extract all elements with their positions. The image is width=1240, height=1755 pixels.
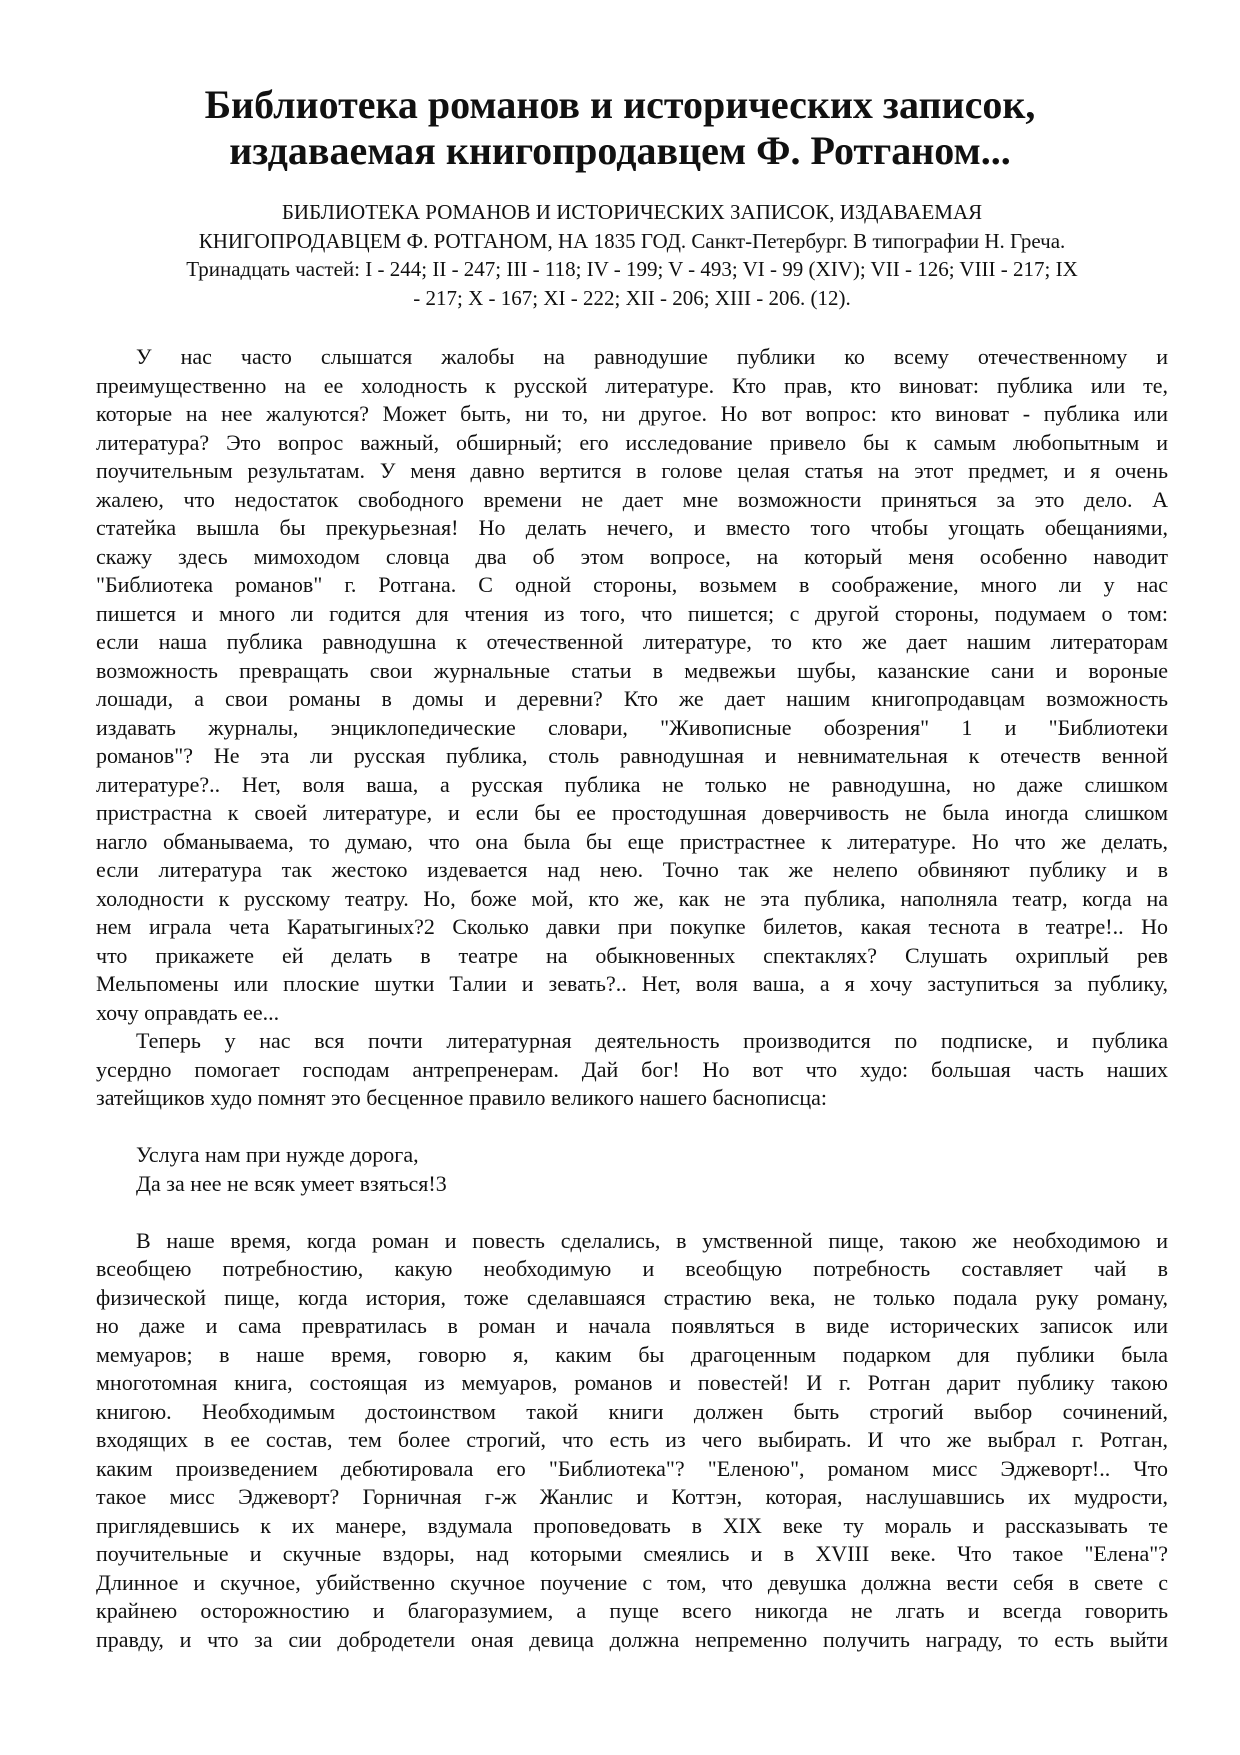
text-line: нем играла чета Каратыгиных?2 Сколько давки при покупке билетов, какая теснота в театре!.. Но	[96, 914, 1168, 939]
text-line: издавать журналы, энциклопедические словари, "Живописные обозрения" 1 и "Библиотеки	[96, 714, 1168, 740]
text-line: статейка вышла бы прекурьезная! Но делать нечего, и вместо того чтобы угощать обещаниями,	[96, 515, 1168, 540]
text-line: поучительные и скучные вздоры, над которыми смеялись и в XVIII веке. Что такое "Елена"?	[96, 1541, 1168, 1566]
text-line: каким произведением дебютировала его "Библиотека"? "Еленою", романом мисс Эджеворт!.. Что	[96, 1455, 1168, 1481]
title-line: Библиотека романов и исторических записок,	[204, 82, 1036, 127]
text-line: У нас часто слышатся жалобы на равнодушие публики ко всему отечественному и	[136, 344, 1168, 369]
spacer	[96, 1198, 1168, 1227]
title-line: издаваемая книгопродавцем Ф. Ротганом...	[229, 128, 1011, 173]
text-line: "Библиотека романов" г. Ротгана. С одной стороны, возьмем в соображение, много ли у нас	[96, 572, 1168, 597]
text-line: Длинное и скучное, убийственно скучное поучение с том, что девушка должна вести себя в свете с	[96, 1569, 1168, 1595]
verse-quote	[96, 1141, 1168, 1198]
spacer	[96, 1113, 1168, 1142]
text-line: преимущественно на ее холодность к русской литературе. Кто прав, кто виноват: публика или те,	[96, 372, 1168, 398]
paragraph	[96, 343, 1168, 1027]
text-line: физической пище, когда история, тоже сделавшаяся страстию века, не только подала руку роману,	[96, 1284, 1168, 1310]
verse-line: Да за нее не всяк умеет взяться!3	[136, 1170, 447, 1196]
text-line: скажу здесь мимоходом словца два об этом вопросе, на который меня особенно наводит	[96, 543, 1168, 569]
text-line: Теперь у нас вся почти литературная деятельность производится по подписке, и публика	[136, 1028, 1168, 1053]
document-body	[96, 343, 1168, 1654]
text-line: романов"? Не эта ли русская публика, столь равнодушная и невнимательная к отечеств венной	[96, 743, 1168, 768]
text-line: затейщиков худо помнят это бесценное правило великого нашего баснописца:	[96, 1085, 828, 1110]
subtitle-line: - 217; X - 167; XI - 222; XII - 206; XIII - 206. (12).	[413, 285, 851, 310]
text-line: книгою. Необходимым достоинством такой книги должен быть строгий выбор сочинений,	[96, 1398, 1168, 1424]
text-line: правду, и что за сии добродетели оная девица должна непременно получить награду, то есть выйти	[96, 1626, 1168, 1652]
text-line: холодности к русскому театру. Но, боже мой, кто же, как не эта публика, наполняла театр, когда на	[96, 885, 1168, 911]
text-line: всеобщею потребностию, какую необходимую и всеобщую потребность составляет чай в	[96, 1256, 1168, 1281]
text-line: возможность превращать свои журнальные статьи в медвежьи шубы, казанские сани и вороные	[96, 657, 1168, 683]
subtitle-line: Тринадцать частей: I - 244; II - 247; III - 118; IV - 199; V - 493; VI - 99 (XIV); VII - 126; VIII - 217; IX	[186, 257, 1078, 281]
text-line: приглядевшись к их манере, вздумала проповедовать в XIX веке ту мораль и рассказывать те	[96, 1512, 1168, 1538]
text-line: крайнею осторожностию и благоразумием, а пуще всего никогда не лгать и всегда говорить	[96, 1598, 1168, 1623]
subtitle-line: КНИГОПРОДАВЦЕМ Ф. РОТГАНОМ, НА 1835 ГОД. Санкт-Петербург. В типографии Н. Греча.	[198, 228, 1066, 253]
text-line: пристрастна к своей литературе, и если бы ее простодушная доверчивость не была иногда слишком	[96, 800, 1168, 825]
text-line: жалею, что недостаток свободного времени не дает мне возможности приняться за это дело. А	[96, 486, 1168, 512]
text-line: пишется и много ли годится для чтения из того, что пишется; с другой стороны, подумаем о том:	[96, 600, 1168, 626]
verse-line: Услуга нам при нужде дорога,	[136, 1142, 419, 1167]
text-line: хочу оправдать ее...	[96, 999, 280, 1025]
text-line: лошади, а свои романы в домы и деревни? Кто же дает нашим книгопродавцам возможность	[96, 686, 1168, 711]
subtitle-line: БИБЛИОТЕКА РОМАНОВ И ИСТОРИЧЕСКИХ ЗАПИСОК, ИЗДАВАЕМАЯ	[281, 200, 983, 224]
text-line: мемуаров; в наше время, говорю я, каким бы драгоценным подарком для публики была	[96, 1341, 1168, 1367]
document-title	[0, 82, 1240, 174]
text-line: Мельпомены или плоские шутки Талии и зевать?.. Нет, воля ваша, а я хочу заступиться за публику,	[96, 971, 1168, 996]
text-line: входящих в ее состав, тем более строгий, что есть из чего выбирать. И что же выбрал г. Ротган,	[96, 1427, 1168, 1452]
text-line: что прикажете ей делать в театре на обыкновенных спектаклях? Слушать охриплый рев	[96, 942, 1168, 968]
text-line: усердно помогает господам антрепренерам. Дай бог! Но вот что худо: большая часть наших	[96, 1056, 1168, 1082]
paragraph	[96, 1227, 1168, 1655]
paragraph	[96, 1027, 1168, 1113]
text-line: литература? Это вопрос важный, обширный; его исследование привело бы к самым любопытным и	[96, 429, 1168, 455]
text-line: нагло обманываема, то думаю, что она была бы еще пристрастнее к литературе. Но что же делать,	[96, 828, 1168, 854]
text-line: такое мисс Эджеворт? Горничная г-ж Жанлис и Коттэн, которая, наслушавшись их мудрости,	[96, 1484, 1168, 1509]
bibliographic-description	[96, 198, 1168, 312]
text-line: которые на нее жалуются? Может быть, ни то, ни другое. Но вот вопрос: кто виноват - публика или	[96, 401, 1168, 426]
text-line: многотомная книга, состоящая из мемуаров, романов и повестей! И г. Ротган дарит публику такою	[96, 1370, 1168, 1395]
text-line: если наша публика равнодушна к отечественной литературе, то кто же дает нашим литераторам	[96, 629, 1168, 654]
text-line: если литература так жестоко издевается над нею. Точно так же нелепо обвиняют публику и в	[96, 857, 1168, 882]
text-line: но даже и сама превратилась в роман и начала появляться в виде исторических записок или	[96, 1313, 1168, 1338]
text-line: В наше время, когда роман и повесть сделались, в умственной пище, такою же необходимою и	[136, 1227, 1168, 1253]
text-line: литературе?.. Нет, воля ваша, а русская публика не только не равнодушна, но даже слишком	[96, 771, 1168, 797]
text-line: поучительным результатам. У меня давно вертится в голове целая статья на этот предмет, и я очень	[96, 458, 1168, 483]
